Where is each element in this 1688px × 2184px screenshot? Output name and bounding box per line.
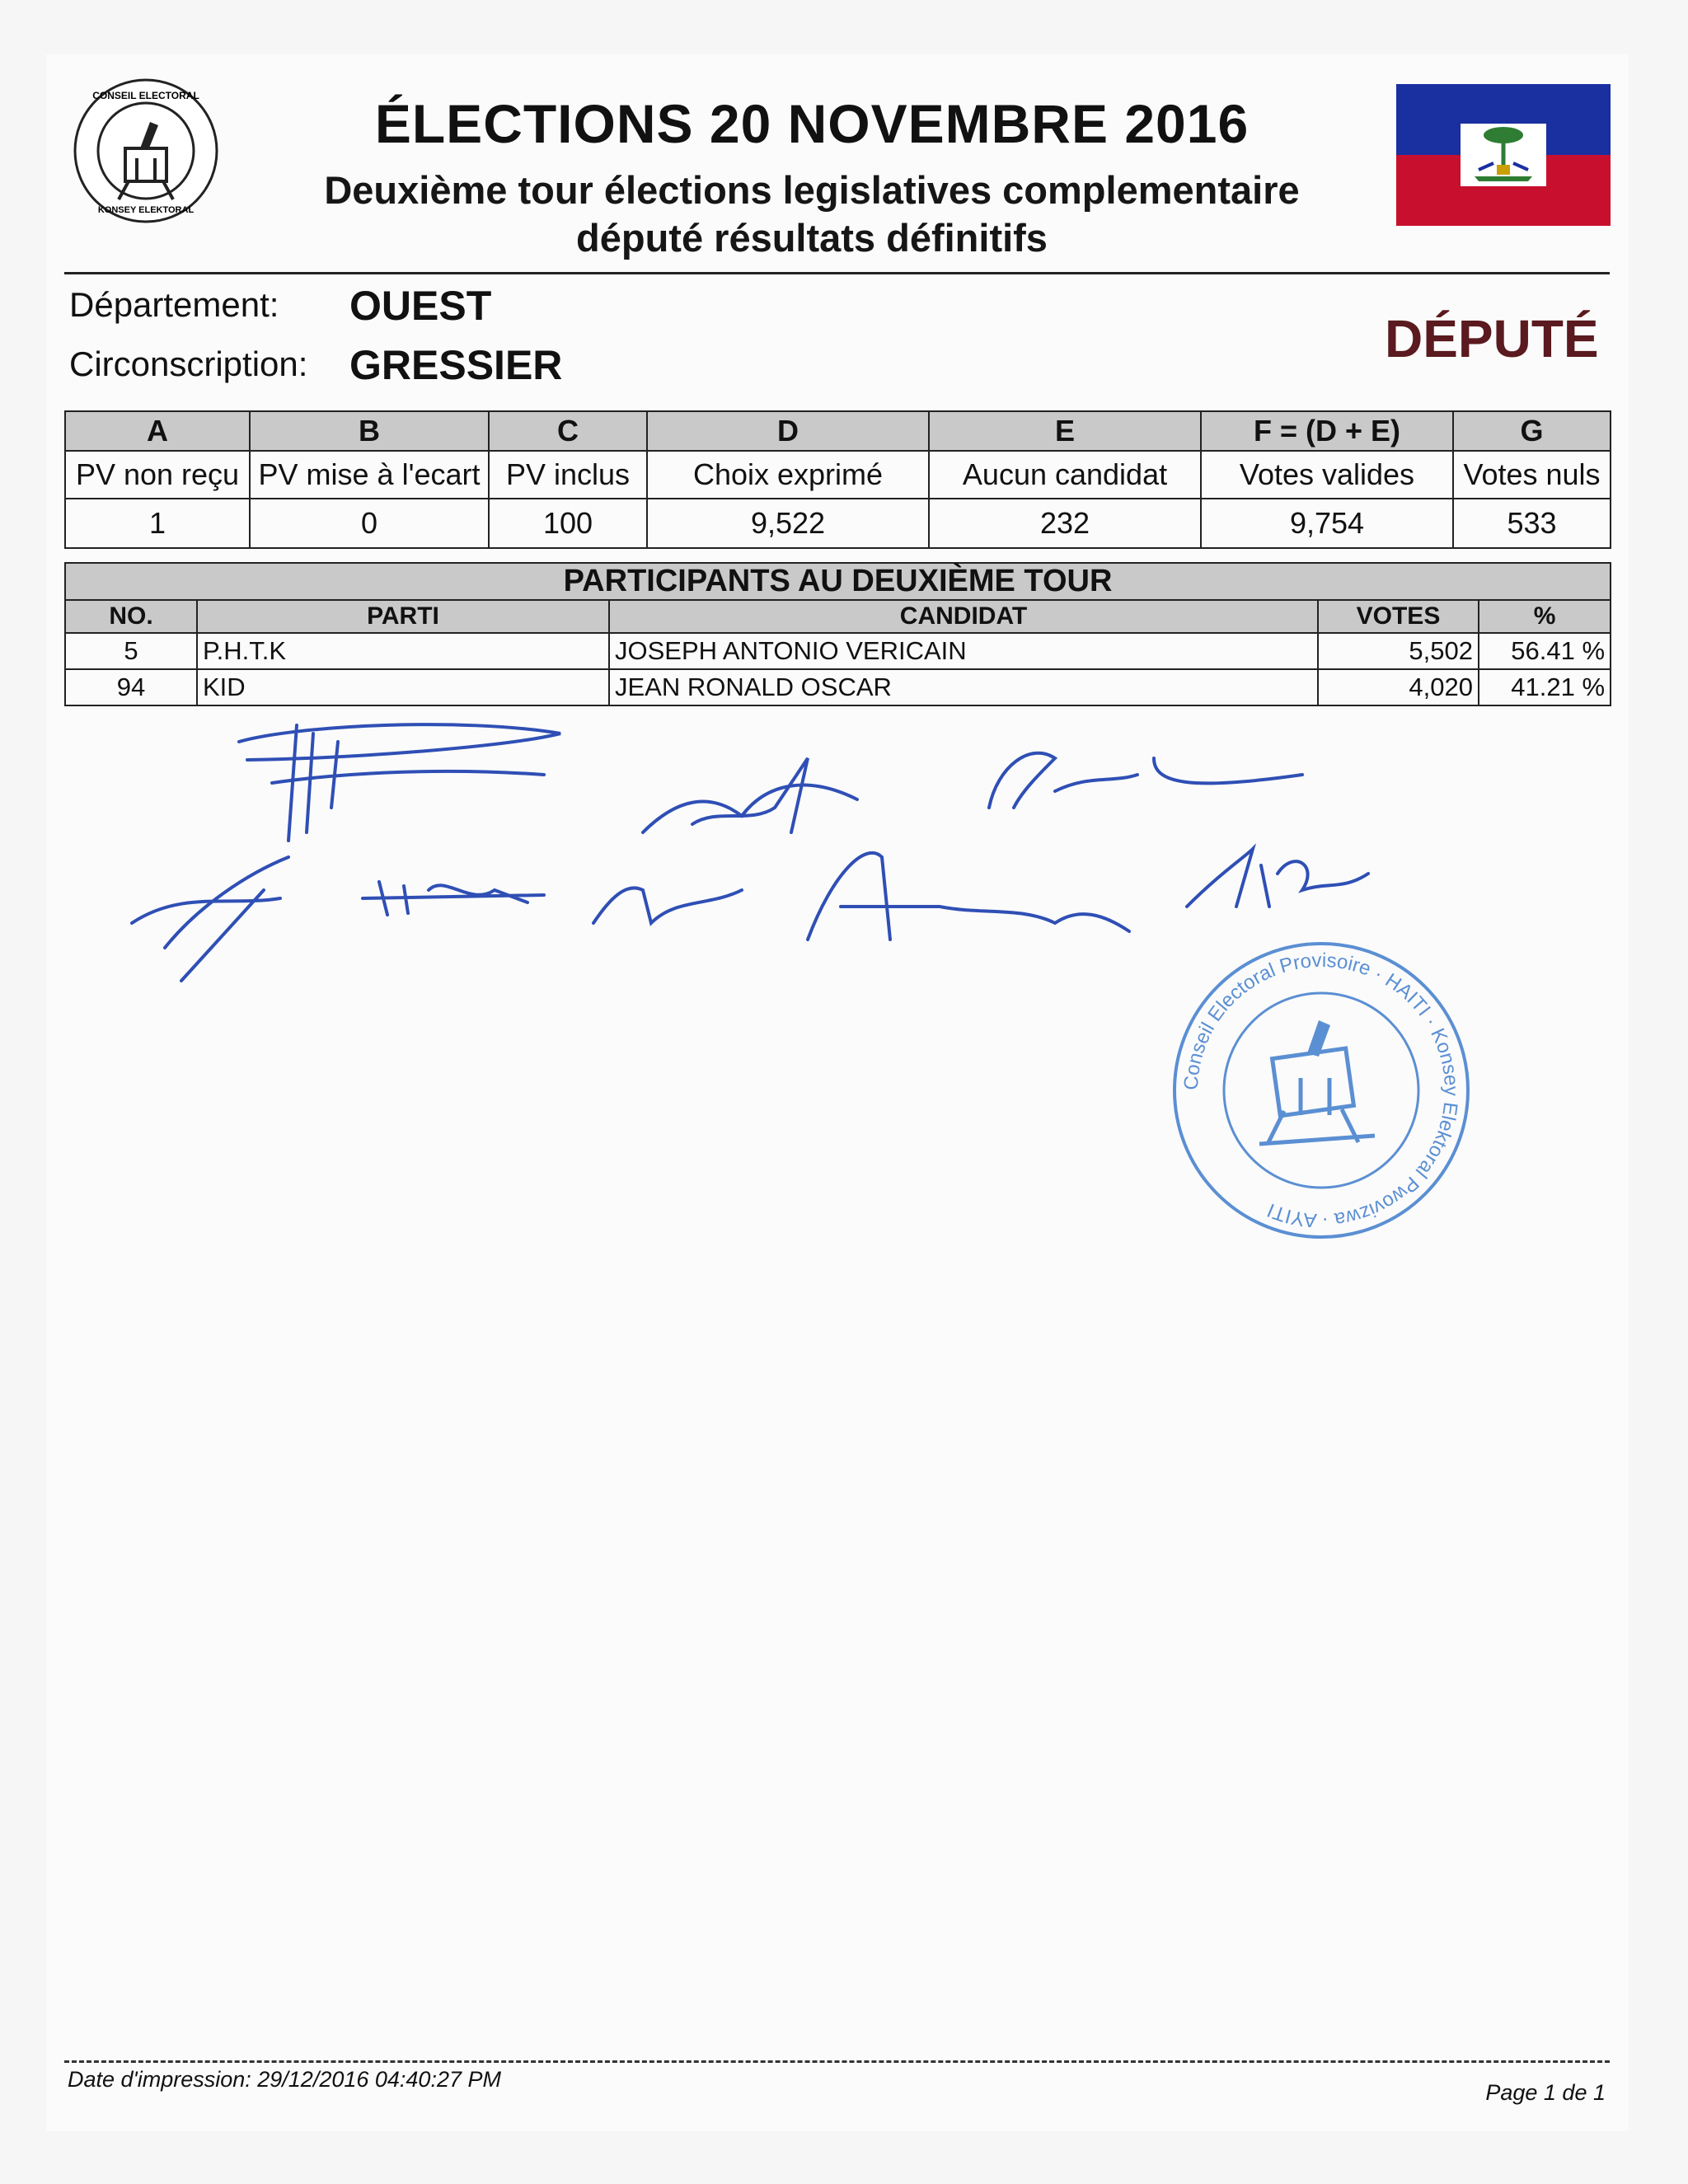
row-parti: KID: [197, 669, 609, 705]
col-value: 100: [489, 499, 647, 548]
col-value: 533: [1453, 499, 1611, 548]
col-label: Aucun candidat: [929, 451, 1201, 499]
print-date: Date d'impression: 29/12/2016 04:40:27 PM: [68, 2067, 501, 2092]
row-candidat: JEAN RONALD OSCAR: [609, 669, 1318, 705]
summary-header-row: [65, 411, 1611, 451]
signature-8: [1187, 849, 1368, 907]
row-no: 5: [65, 633, 197, 669]
col-label: Votes nuls: [1453, 451, 1611, 499]
col-letter: C: [489, 411, 647, 451]
summary-table: [64, 410, 1611, 549]
svg-text:KONSEY ELEKTORAL: KONSEY ELEKTORAL: [97, 205, 195, 215]
row-candidat: JOSEPH ANTONIO VERICAIN: [609, 633, 1318, 669]
official-stamp-icon: [1169, 938, 1474, 1243]
col-label: PV non reçu: [65, 451, 250, 499]
signature-2: [643, 758, 857, 832]
cep-logo-icon: [71, 76, 221, 226]
participants-header-row: [65, 600, 1611, 633]
document-subtitle: [239, 166, 1385, 262]
header-votes: VOTES: [1318, 600, 1479, 633]
svg-text:Conseil Electoral Provisoire ·: [1180, 949, 1462, 1231]
row-pct: 56.41 %: [1479, 633, 1611, 669]
participants-table: [64, 562, 1611, 706]
col-value: 1: [65, 499, 250, 548]
signature-1: [239, 724, 560, 841]
participants-title-row: [65, 563, 1611, 600]
summary-label-row: [65, 451, 1611, 499]
col-label: PV inclus: [489, 451, 647, 499]
table-row: [65, 669, 1611, 705]
row-votes: 4,020: [1318, 669, 1479, 705]
subtitle-line-1: Deuxième tour élections legislatives complementaire: [324, 168, 1300, 212]
col-label: Choix exprimé: [647, 451, 929, 499]
signature-4: [132, 857, 288, 981]
header-candidat: CANDIDAT: [609, 600, 1318, 633]
col-letter: F = (D + E): [1201, 411, 1453, 451]
stamp-text: Conseil Electoral Provisoire · HAITI · Konsey Elektoral Pwovizwa · AYITI: [1179, 949, 1463, 1232]
header-rule: [64, 272, 1610, 274]
department-label: Département:: [69, 285, 279, 324]
signature-7: [808, 853, 1129, 940]
col-value: 232: [929, 499, 1201, 548]
row-no: 94: [65, 669, 197, 705]
col-value: 9,522: [647, 499, 929, 548]
circonscription-label: Circonscription:: [69, 344, 308, 383]
col-value: 9,754: [1201, 499, 1453, 548]
row-pct: 41.21 %: [1479, 669, 1611, 705]
document-title: ÉLECTIONS 20 NOVEMBRE 2016: [374, 93, 1250, 154]
office-title: DÉPUTÉ: [1385, 309, 1599, 368]
header-pct: %: [1479, 600, 1611, 633]
signature-6: [593, 888, 742, 923]
header-parti: PARTI: [197, 600, 609, 633]
subtitle-line-2: député résultats définitifs: [576, 216, 1048, 260]
footer-divider: [64, 2060, 1610, 2063]
participants-title: PARTICIPANTS AU DEUXIÈME TOUR: [65, 563, 1611, 600]
row-votes: 5,502: [1318, 633, 1479, 669]
signature-3: [989, 753, 1302, 808]
summary-value-row: [65, 499, 1611, 548]
signature-5: [363, 882, 544, 915]
col-letter: E: [929, 411, 1201, 451]
table-row: [65, 633, 1611, 669]
header-no: NO.: [65, 600, 197, 633]
col-letter: A: [65, 411, 250, 451]
col-label: Votes valides: [1201, 451, 1453, 499]
svg-text:CONSEIL ELECTORAL: CONSEIL ELECTORAL: [92, 90, 199, 101]
circonscription-value: GRESSIER: [349, 342, 563, 388]
haiti-flag-icon: [1396, 84, 1611, 226]
page-number: Page 1 de 1: [1485, 2080, 1606, 2105]
col-letter: D: [647, 411, 929, 451]
col-letter: G: [1453, 411, 1611, 451]
department-value: OUEST: [349, 283, 492, 329]
col-value: 0: [250, 499, 489, 548]
col-letter: B: [250, 411, 489, 451]
row-parti: P.H.T.K: [197, 633, 609, 669]
col-label: PV mise à l'ecart: [250, 451, 489, 499]
